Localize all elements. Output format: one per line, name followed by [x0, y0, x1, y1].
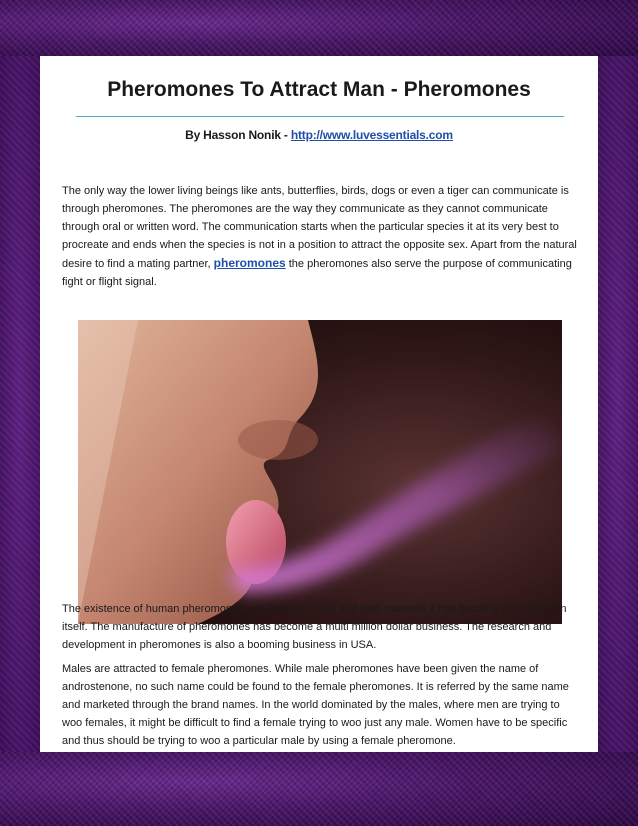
title-divider — [76, 116, 564, 117]
website-link[interactable]: http://www.luvessentials.com — [290, 128, 453, 142]
pheromones-link[interactable]: pheromones — [213, 256, 286, 270]
decorative-border-bottom — [0, 752, 638, 826]
paragraph-intro — [62, 182, 578, 291]
byline-author: By Hasson Nonik - — [185, 128, 288, 142]
decorative-border-right — [598, 56, 638, 752]
paragraph-female-pheromones: Males are attracted to female pheromones. While male pheromones have been given the name of androstenone, no such name could be found to the female pheromones. It is referred by the same name and marketed through the brand names. In the world dominated by the males, where men are trying to woo females, it might be difficult to find a female trying to woo just any male. Women have to be specific and thus should be trying to woo a particular male by using a female pheromone. — [62, 663, 569, 747]
paragraph-intro-text-end: the pheromones also serve the purpose of communicating fight or flight signal. — [62, 258, 572, 288]
article-photo — [78, 320, 562, 624]
byline — [40, 128, 598, 142]
paragraph-history: The existence of human pheromones was found in 1986 and then onwards it has become an industry in itself. The manufacture of pheromones has become a multi million dollar business. The research and development in pheromones is also a booming business in USA. — [62, 603, 567, 651]
decorative-border-top — [0, 0, 638, 56]
paragraph-intro-text: The only way the lower living beings like ants, butterflies, birds, dogs or even a tiger can communicate is through pheromones. The pheromones are the way they communicate as they cannot communicate through oral or written word. The communication starts when the particular species it at its very best to procreate and ends when the species is not in a position to attract the opposite sex. Apart from the natural desire to find a mating partner, — [62, 185, 577, 270]
page-title: Pheromones To Attract Man - Pheromones — [107, 78, 531, 101]
document-page — [40, 56, 598, 752]
decorative-border-left — [0, 56, 40, 752]
